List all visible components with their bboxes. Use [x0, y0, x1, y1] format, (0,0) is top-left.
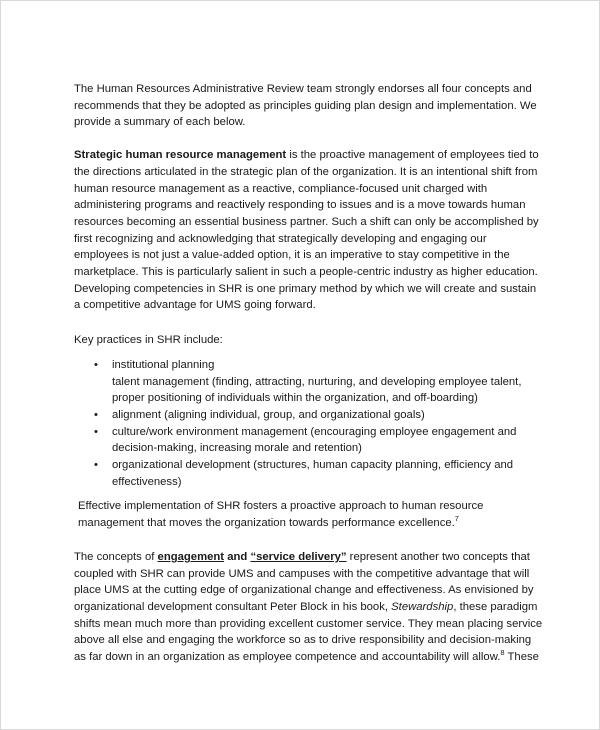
intro-paragraph: The Human Resources Administrative Review team strongly endorses all four concepts and recommends that they be adopted as principles guiding plan design and implementation. We provide a summary of each below.	[74, 83, 537, 129]
document-body	[74, 81, 544, 666]
key-practices-heading: Key practices in SHR include:	[74, 334, 223, 347]
list-item-text	[112, 359, 521, 404]
concepts-paragraph	[74, 549, 544, 666]
footnote-7: 7	[454, 514, 459, 524]
footnote-8: 8	[500, 648, 505, 658]
effective-text: Effective implementation of SHR fosters a proactive approach to human resource management that moves the organization towards performance excellence.	[78, 500, 484, 530]
list-item-subtext: talent management (finding, attracting, nurturing, and developing employee talent, proper positioning of individuals within the organization, and off-boarding)	[112, 375, 522, 405]
bullet-icon: •	[94, 408, 98, 421]
concepts-and: and	[224, 550, 251, 563]
key-practices-list	[74, 357, 544, 491]
service-delivery-term: “service delivery”	[250, 550, 347, 563]
list-item-text: organizational development (structures, human capacity planning, efficiency and effectiveness)	[112, 459, 514, 488]
book-title: Stewardship	[391, 600, 454, 613]
shr-term: Strategic human resource management	[74, 149, 287, 162]
list-item-text: culture/work environment management (encouraging employee engagement and decision-making, increasing morale and retention)	[112, 425, 517, 455]
list-item	[94, 424, 544, 457]
list-item	[94, 457, 544, 490]
effective-paragraph	[78, 498, 544, 531]
engagement-term: engagement	[157, 550, 225, 563]
concepts-prefix: The concepts of	[74, 550, 158, 563]
bullet-icon: •	[94, 358, 98, 371]
list-item-text: alignment (aligning individual, group, and organizational goals)	[112, 408, 425, 421]
list-item	[94, 407, 544, 424]
shr-paragraph	[74, 147, 544, 314]
list-item	[94, 357, 544, 407]
concepts-middle: represent another two concepts that coupled with SHR can provide UMS and campuses with the competitive advantage that will place UMS at the cutting edge of organizational change and effectiveness. As envisioned by organizational development consultant Peter Block in his book,	[74, 550, 534, 613]
concepts-suffix: , these paradigm shifts mean much more than providing excellent customer service. They mean placing service above all else and engaging the workforce so as to drive responsibility and decision-making as far down in an organization as employee competence and accountability will allow.	[74, 600, 543, 664]
bullet-icon: •	[94, 459, 98, 472]
list-item-title: institutional planning	[112, 358, 215, 371]
shr-text: is the proactive management of employees tied to the directions articulated in the strategic plan of the organization. It is an intentional shift from human resource management as a reactive, compliance-focused unit charged with administering programs and reactively responding to issues and is a move towards human resources becoming an essential business partner. Such a shift can only be accomplished by first recognizing and acknowledging that strategically developing and engaging our employees is not just a value-added option, it is an imperative to stay competitive in the marketplace. This is particularly salient in such a people-centric industry as higher education. Developing competencies in SHR is one primary method by which we will create and sustain a competitive advantage for UMS going forward.	[74, 149, 539, 312]
bullet-icon: •	[94, 425, 98, 438]
concepts-tail: These	[504, 651, 539, 664]
